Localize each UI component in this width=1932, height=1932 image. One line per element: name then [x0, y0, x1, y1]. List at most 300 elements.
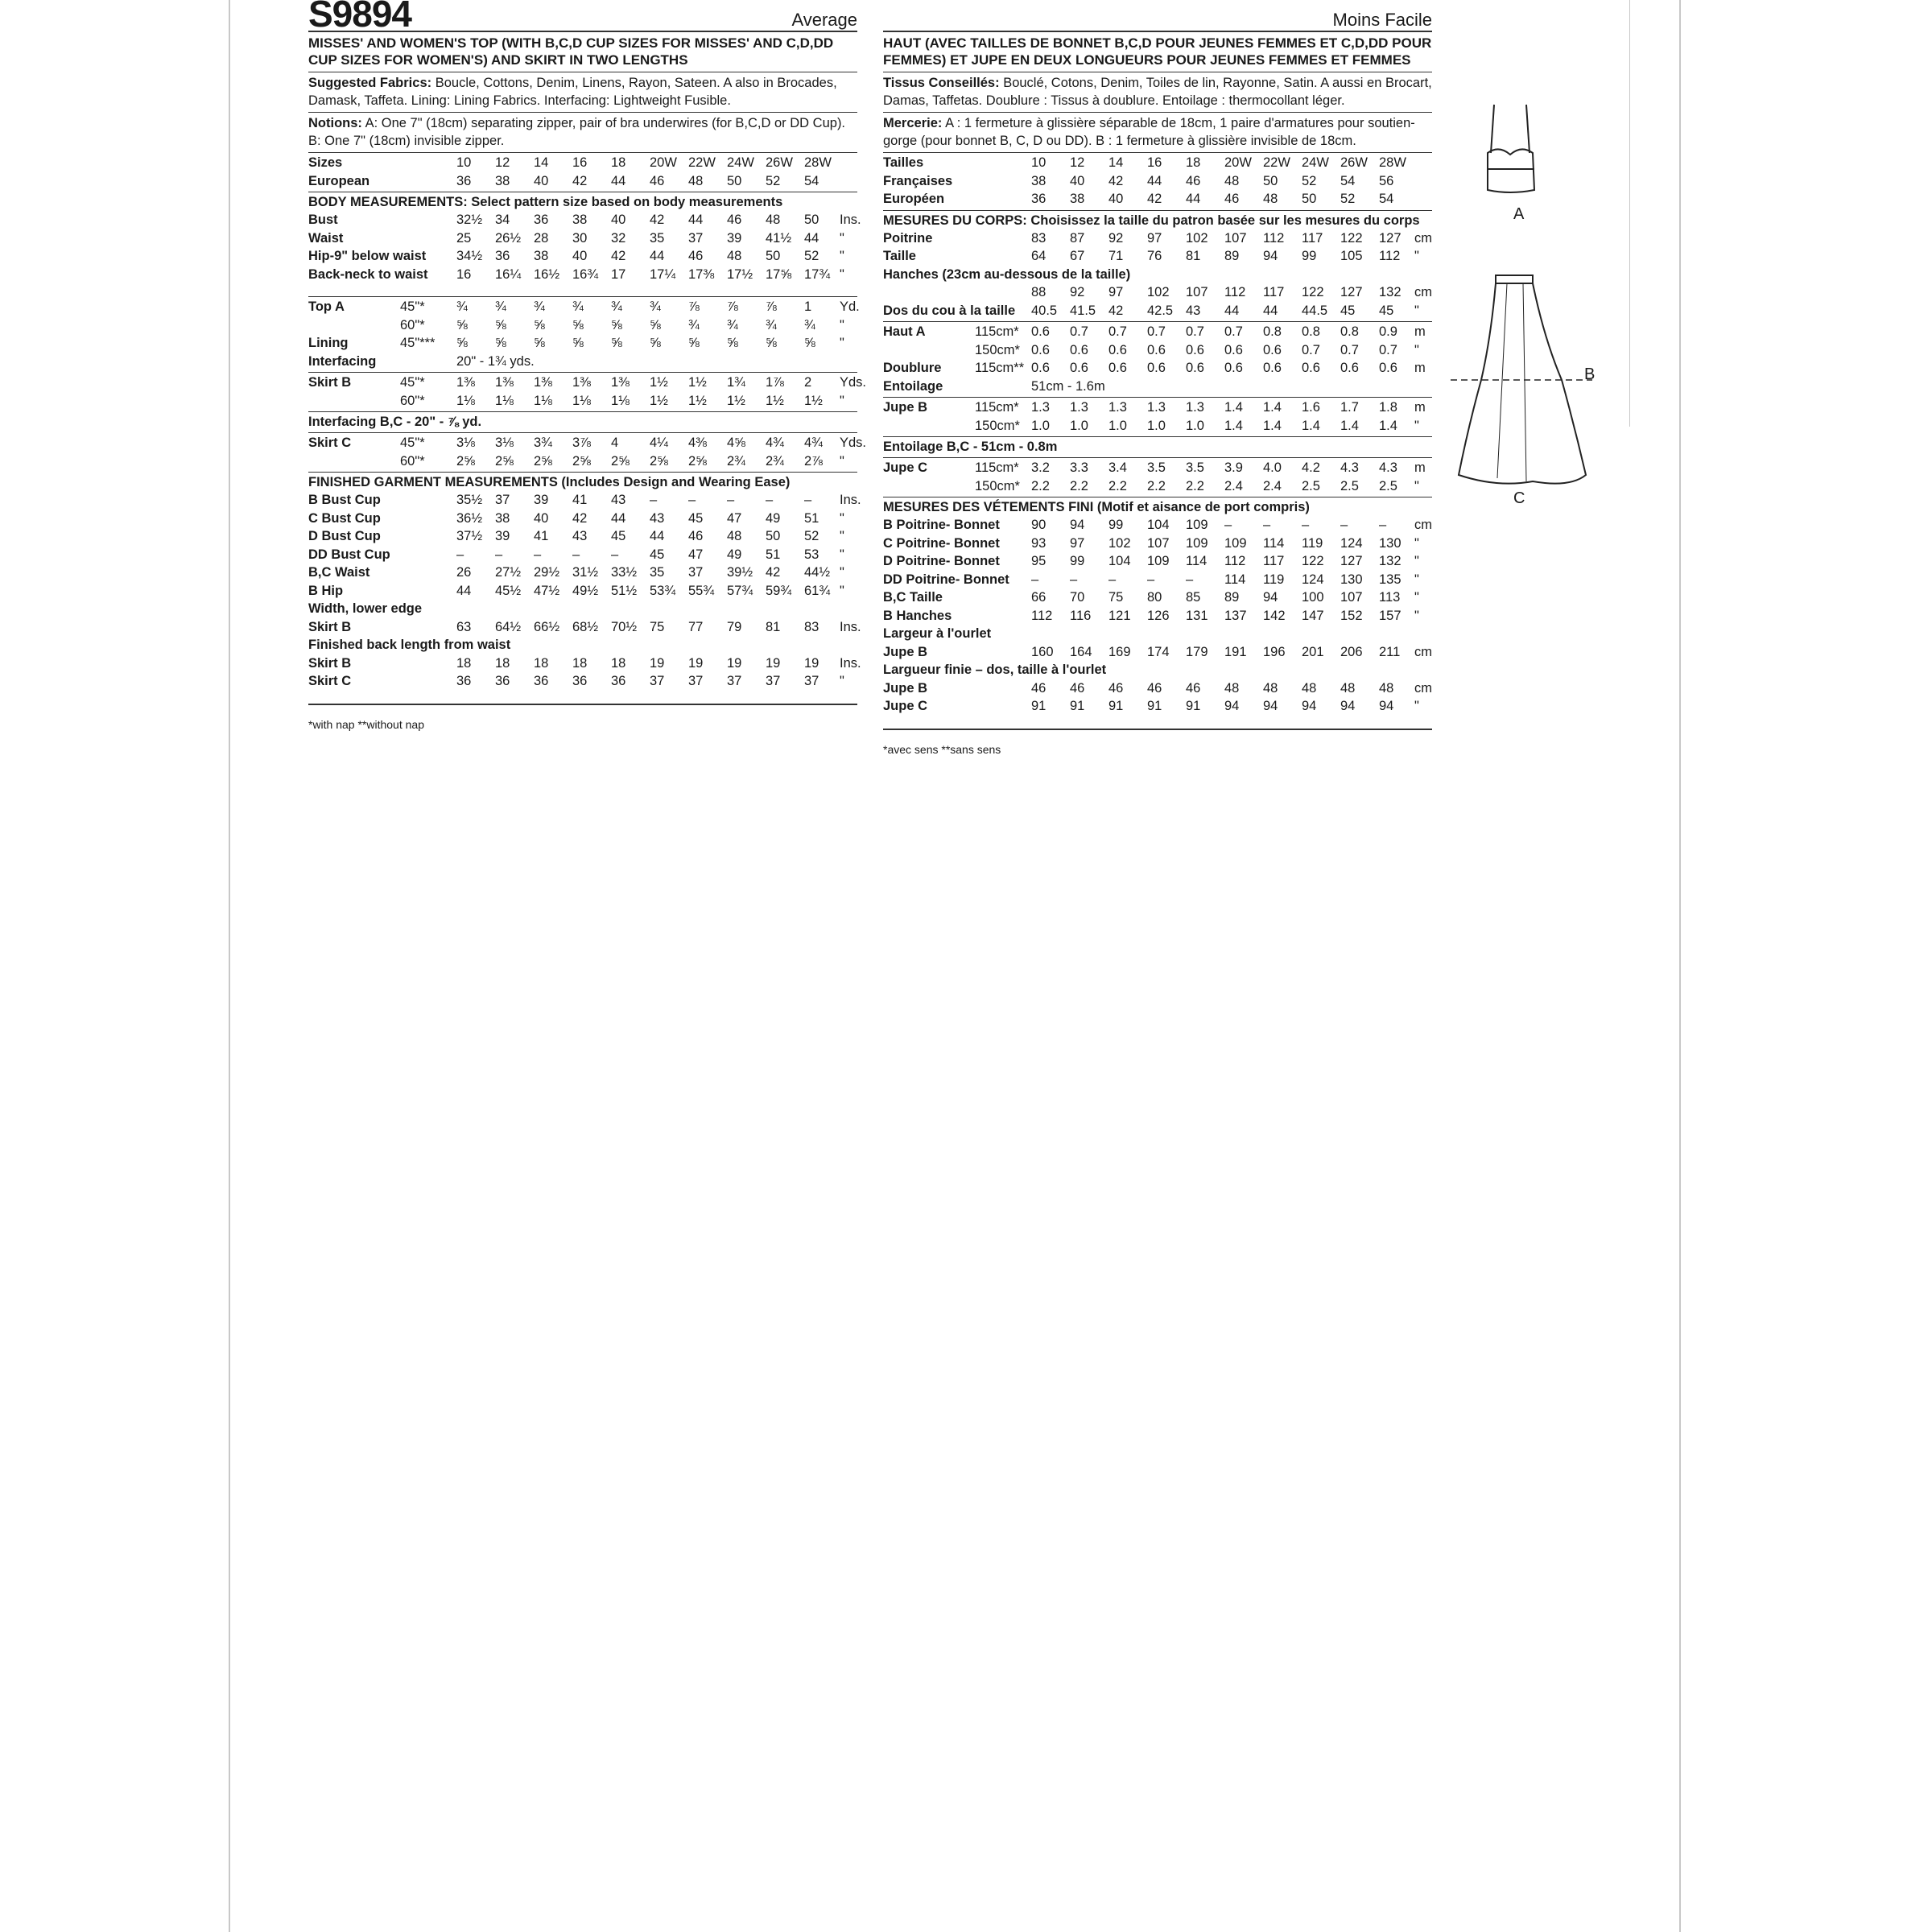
table-cell: 0.7	[1224, 324, 1243, 339]
table-cell: 43	[572, 529, 588, 543]
table-cell: 116	[1070, 608, 1092, 623]
table-cell: 0.6	[1108, 342, 1127, 357]
table-cell: "	[840, 317, 844, 332]
table-cell: 54	[804, 173, 819, 188]
table-cell	[400, 510, 456, 528]
table-cell: 46	[1108, 680, 1124, 696]
table-cell: –	[804, 493, 812, 507]
table-cell: 64	[1031, 249, 1046, 263]
table-cell: 18	[456, 655, 472, 671]
table-cell: 4.0	[1263, 460, 1282, 475]
table-row	[883, 571, 1463, 589]
table-cell: 2	[804, 375, 812, 390]
table-cell: 41	[534, 529, 549, 543]
table-cell: –	[611, 547, 619, 562]
row-value	[456, 636, 888, 654]
table-cell: 0.6	[1070, 361, 1088, 375]
table-cell: 31½	[572, 565, 599, 580]
table-cell: Yd.	[840, 299, 860, 314]
table-cell: 12	[495, 155, 510, 170]
table-cell: 24W	[1302, 155, 1329, 170]
table-row	[308, 452, 888, 471]
table-row	[308, 654, 888, 673]
row-label: Back-neck to waist	[308, 266, 428, 282]
table-cell: 40	[611, 213, 626, 227]
table-row	[308, 247, 888, 266]
table-cell	[400, 582, 456, 601]
table-cell: 46	[688, 249, 704, 263]
table-cell: 36	[456, 173, 472, 188]
table-cell: 1.0	[1186, 418, 1204, 433]
table-cell: 44.5	[1302, 303, 1328, 318]
row-label	[308, 392, 400, 411]
table-cell: 91	[1147, 699, 1162, 713]
finished-measurements	[308, 473, 861, 705]
table-cell: "	[1414, 478, 1419, 493]
table-cell: 18	[611, 155, 626, 170]
table-cell: 45	[1340, 303, 1356, 318]
table-cell: 0.6	[1147, 342, 1166, 357]
table-cell: 2.2	[1070, 478, 1088, 493]
table-cell: 16¼	[495, 266, 522, 282]
table-cell: 2⅝	[456, 453, 475, 469]
interfacing-bc-fr	[883, 437, 1432, 458]
table-cell: 46	[727, 213, 742, 227]
table-cell: 3.2	[1031, 460, 1050, 475]
table-cell: 94	[1263, 249, 1278, 263]
table-cell: 127	[1340, 285, 1363, 299]
table-cell: 19	[650, 655, 665, 671]
table-cell: 17¾	[804, 266, 831, 282]
table-cell: 85	[1186, 590, 1201, 605]
row-label: DD Poitrine- Bonnet	[883, 572, 1009, 587]
table-cell: 107	[1186, 285, 1208, 299]
table-cell: 53¾	[650, 583, 676, 598]
right-margin-line	[1679, 0, 1681, 1932]
table-cell: 1.4	[1340, 418, 1359, 433]
table-cell: 0.6	[1186, 361, 1204, 375]
yardage-skirt-b-table-fr	[883, 398, 1463, 435]
table-cell: cm	[1414, 518, 1432, 532]
table-cell: 81	[1186, 249, 1201, 263]
table-cell: "	[840, 453, 844, 469]
table-cell: 44	[1147, 173, 1162, 188]
table-cell: 49½	[572, 583, 599, 598]
table-cell: 57¾	[727, 583, 753, 598]
table-row	[883, 552, 1463, 571]
table-row	[883, 172, 1463, 191]
table-cell: 0.6	[1031, 324, 1050, 339]
table-cell: 95	[1031, 554, 1046, 568]
top-a-drawing	[1488, 105, 1534, 192]
table-cell: 38	[1031, 173, 1046, 188]
row-label: B Hip	[308, 583, 344, 598]
table-cell: 24W	[727, 155, 754, 170]
table-row	[308, 392, 888, 411]
table-cell: ⅝	[766, 336, 777, 350]
table-cell: 117	[1302, 230, 1323, 246]
table-cell: 107	[1147, 535, 1170, 551]
yardage-top-fr	[883, 322, 1432, 398]
table-cell: 45	[650, 547, 665, 562]
table-cell: ⅝	[495, 336, 506, 350]
pattern-title: MISSES' AND WOMEN'S TOP (WITH B,C,D CUP SIZES FOR MISSES' AND C,D,DD CUP SIZES FOR WOMEN'S) AND SKIRT IN TWO LENGTHS	[308, 32, 857, 72]
table-cell	[400, 229, 456, 248]
table-cell: 22W	[1263, 155, 1290, 170]
table-cell: 0.9	[1379, 324, 1397, 339]
row-label	[308, 452, 400, 471]
table-cell: 97	[1108, 285, 1124, 299]
row-label: Largueur finie – dos, taille à l'ourlet	[883, 663, 1107, 677]
difficulty-level-fr: Moins Facile	[1332, 10, 1432, 30]
table-cell: 1½	[804, 393, 823, 408]
row-label	[883, 283, 975, 302]
table-cell: 67	[1070, 249, 1085, 263]
table-cell: 49	[766, 510, 781, 526]
table-cell: 39	[727, 230, 742, 246]
table-cell: 37	[650, 674, 665, 688]
table-cell: ¾	[495, 299, 506, 314]
pattern-code: S9894	[308, 0, 412, 35]
table-cell: 2⅝	[495, 453, 514, 469]
table-cell: 42	[572, 173, 588, 188]
table-cell: 75	[650, 619, 665, 634]
table-cell: 2⅞	[804, 453, 823, 469]
table-cell: –	[650, 493, 658, 507]
table-cell: 35	[650, 230, 665, 246]
table-cell: 44	[1263, 303, 1278, 318]
table-cell: 77	[688, 619, 704, 634]
table-row	[308, 172, 888, 191]
table-cell: "	[840, 230, 844, 246]
sizes-table	[308, 153, 857, 192]
table-cell: 150cm*	[975, 342, 1020, 357]
table-cell: 2.2	[1031, 478, 1050, 493]
table-cell: 50	[766, 249, 781, 263]
table-cell: ¾	[611, 299, 622, 314]
table-cell: ⅝	[804, 336, 815, 350]
table-cell: 35½	[456, 493, 483, 507]
table-row	[308, 316, 888, 335]
table-cell: 50	[804, 213, 819, 227]
table-cell: 92	[1070, 285, 1085, 299]
table-cell: 102	[1147, 285, 1170, 299]
table-cell: 1.3	[1147, 400, 1166, 415]
yardage-top	[308, 297, 860, 373]
table-row	[883, 323, 1463, 341]
table-cell: 33½	[611, 565, 638, 580]
table-cell: "	[1414, 418, 1419, 433]
table-cell: 17¼	[650, 266, 676, 282]
table-row	[308, 510, 888, 528]
table-cell: 126	[1147, 608, 1170, 623]
table-cell: ⅝	[572, 317, 584, 332]
table-cell: 52	[804, 529, 819, 543]
table-cell: 48	[766, 213, 781, 227]
table-cell: –	[1263, 518, 1271, 532]
table-cell: ¾	[688, 317, 700, 332]
table-cell: 37	[688, 565, 704, 580]
table-cell: ⅝	[456, 336, 468, 350]
row-label: Largeur à l'ourlet	[883, 626, 992, 641]
table-cell: 1½	[688, 393, 707, 408]
table-cell: 45	[611, 529, 626, 543]
table-cell: 1.0	[1108, 418, 1127, 433]
table-row	[883, 697, 1463, 716]
table-cell: "	[840, 266, 844, 282]
table-cell: 10	[1031, 155, 1046, 170]
table-cell: 16¾	[572, 266, 599, 282]
table-cell: 45½	[495, 583, 522, 598]
table-cell: 45"*	[400, 436, 425, 450]
table-row	[883, 679, 1463, 698]
table-cell: 19	[766, 655, 781, 671]
table-cell: Ins.	[840, 655, 861, 671]
table-cell: ¾	[456, 299, 468, 314]
table-cell: 1⅜	[456, 375, 475, 390]
table-cell: 0.6	[1031, 342, 1050, 357]
table-cell: 40	[534, 173, 549, 188]
table-cell: 107	[1340, 590, 1363, 605]
table-cell: 76	[1147, 249, 1162, 263]
table-cell: 113	[1379, 590, 1401, 605]
table-cell: 135	[1379, 572, 1402, 587]
table-cell: 89	[1224, 590, 1240, 605]
table-cell: 1.7	[1340, 400, 1359, 415]
table-cell: 157	[1379, 608, 1402, 623]
table-cell: 39½	[727, 565, 753, 580]
row-label: Sizes	[308, 155, 343, 170]
table-cell: 47	[727, 510, 742, 526]
row-label: Finished back length from waist	[308, 638, 511, 652]
table-cell: 0.7	[1070, 324, 1088, 339]
table-row	[883, 535, 1463, 553]
table-cell: 3.3	[1070, 460, 1088, 475]
table-row	[308, 266, 888, 284]
table-cell: 89	[1224, 249, 1240, 263]
table-row	[883, 477, 1463, 496]
table-cell: 41	[572, 493, 588, 507]
label-b: B	[1584, 365, 1596, 383]
table-cell: 52	[766, 173, 781, 188]
table-cell: 42	[1108, 303, 1124, 318]
table-cell: ¾	[650, 299, 661, 314]
table-cell: 68½	[572, 619, 599, 634]
table-cell: 70	[1070, 590, 1085, 605]
table-cell: 2⅝	[534, 453, 552, 469]
table-cell: 36	[572, 674, 588, 688]
table-cell: 60"*	[400, 317, 425, 332]
table-cell: 196	[1263, 644, 1286, 659]
table-cell: 46	[650, 173, 665, 188]
table-cell: 1½	[766, 393, 784, 408]
row-label: Top A	[308, 299, 345, 314]
table-cell: 114	[1263, 535, 1285, 551]
table-cell: 3¾	[534, 436, 552, 450]
table-cell: 3.9	[1224, 460, 1243, 475]
table-cell: 48	[1263, 680, 1278, 696]
table-cell: 115cm**	[975, 361, 1025, 375]
table-cell: 1⅜	[572, 375, 591, 390]
table-cell: 1⅛	[495, 393, 514, 408]
table-cell: 48	[1379, 680, 1394, 696]
table-cell: "	[840, 583, 844, 598]
sizes-table-grid-fr	[883, 154, 1463, 208]
table-cell: ¾	[804, 317, 815, 332]
row-label: Poitrine	[883, 230, 933, 246]
table-cell: cm	[1414, 285, 1432, 299]
table-cell: 56	[1379, 173, 1394, 188]
table-cell: 1.4	[1224, 400, 1243, 415]
table-cell: 20W	[650, 155, 677, 170]
table-cell: 1.0	[1147, 418, 1166, 433]
table-cell: 83	[804, 619, 819, 634]
table-cell: 150cm*	[975, 418, 1020, 433]
table-cell	[975, 247, 1031, 266]
table-cell: Ins.	[840, 619, 861, 634]
table-row	[883, 266, 1463, 284]
table-cell: 115cm*	[975, 460, 1019, 475]
table-row	[308, 434, 888, 452]
table-cell: 42	[572, 510, 588, 526]
table-row	[883, 378, 1463, 396]
table-cell: 52	[1302, 173, 1317, 188]
table-cell: –	[534, 547, 542, 562]
table-cell: 2¾	[727, 453, 745, 469]
table-cell: 2⅝	[688, 453, 707, 469]
table-cell: 36	[456, 674, 472, 688]
table-cell: ⅝	[650, 317, 661, 332]
table-cell: 137	[1224, 608, 1247, 623]
table-row	[883, 643, 1463, 662]
table-cell: 1.6	[1302, 400, 1320, 415]
table-cell	[400, 491, 456, 510]
table-cell: 53	[804, 547, 819, 562]
table-cell: 43	[611, 493, 626, 507]
table-cell: 112	[1263, 230, 1285, 246]
table-cell: 112	[1031, 608, 1053, 623]
table-cell: 43	[1186, 303, 1201, 318]
table-cell: 99	[1108, 518, 1124, 532]
table-cell: 55¾	[688, 583, 715, 598]
table-cell: –	[1302, 518, 1310, 532]
table-cell: m	[1414, 460, 1426, 475]
row-label	[883, 417, 975, 436]
table-row	[308, 527, 888, 546]
table-cell: 32	[611, 230, 626, 246]
table-cell: 70½	[611, 619, 638, 634]
table-cell: 1.0	[1070, 418, 1088, 433]
body-measurements-table	[308, 211, 888, 283]
table-cell: 97	[1147, 230, 1162, 246]
table-cell: 26½	[495, 230, 522, 246]
row-label: Jupe C	[883, 699, 928, 713]
table-cell: 124	[1302, 572, 1324, 587]
table-cell: –	[495, 547, 503, 562]
table-cell: m	[1414, 324, 1426, 339]
table-cell: 1⅜	[495, 375, 514, 390]
table-cell: 16	[456, 266, 472, 282]
table-cell: 37	[727, 674, 742, 688]
table-cell: 122	[1340, 230, 1363, 246]
table-cell: 4⅝	[727, 436, 745, 450]
left-margin-line	[229, 0, 230, 1932]
table-cell: 41.5	[1070, 303, 1096, 318]
table-cell: 4¾	[766, 436, 784, 450]
table-cell: 112	[1379, 249, 1401, 263]
row-label: Skirt C	[308, 674, 352, 688]
fabrics-paragraph-fr	[883, 72, 1432, 113]
fabrics-label: Suggested Fabrics:	[308, 76, 432, 90]
table-cell: 44	[456, 583, 472, 598]
table-cell: 3.4	[1108, 460, 1127, 475]
table-cell: 1.3	[1108, 400, 1127, 415]
table-cell: 36	[1031, 192, 1046, 206]
table-cell: 80	[1147, 590, 1162, 605]
table-cell: 32½	[456, 213, 483, 227]
row-label: Skirt B	[308, 655, 352, 671]
table-row	[883, 247, 1463, 266]
row-label: Skirt B	[308, 619, 352, 634]
row-label: Lining	[308, 336, 349, 350]
yardage-skirt-b-table	[308, 374, 888, 410]
table-cell: 40	[1070, 173, 1085, 188]
table-cell: 124	[1340, 535, 1363, 551]
table-cell: 17⅝	[766, 266, 792, 282]
table-cell: 211	[1379, 644, 1401, 659]
table-cell: 25	[456, 230, 472, 246]
table-cell: 42	[611, 249, 626, 263]
table-cell: 36	[495, 674, 510, 688]
table-cell: 44	[1186, 192, 1201, 206]
table-cell: 61¾	[804, 583, 831, 598]
table-cell: 1.4	[1379, 418, 1397, 433]
table-cell: 4¼	[650, 436, 668, 450]
table-cell: 1½	[650, 393, 668, 408]
table-cell: 60"*	[400, 393, 425, 408]
finished-measurements-title-fr: MESURES DES VÉTEMENTS FINI (Motif et aisance de port compris)	[883, 500, 1310, 514]
table-cell: 2.2	[1186, 478, 1204, 493]
table-cell: 152	[1340, 608, 1363, 623]
table-cell: 114	[1186, 554, 1208, 568]
table-cell: 42	[1147, 192, 1162, 206]
table-cell: m	[1414, 400, 1426, 415]
table-cell: 1.3	[1031, 400, 1050, 415]
table-cell: 3⅛	[495, 436, 514, 450]
table-cell: 94	[1302, 699, 1317, 713]
table-cell: 41½	[766, 230, 792, 246]
row-label: Tailles	[883, 155, 924, 170]
table-row	[883, 588, 1463, 607]
table-cell: –	[688, 493, 696, 507]
row-label: B Bust Cup	[308, 493, 381, 507]
table-cell: 0.6	[1302, 361, 1320, 375]
label-c: C	[1513, 489, 1525, 507]
table-row	[883, 398, 1463, 417]
table-row	[883, 154, 1463, 172]
row-label: Dos du cou à la taille	[883, 303, 1016, 318]
table-cell: 16½	[534, 266, 560, 282]
table-row	[883, 625, 1463, 643]
table-row	[883, 190, 1463, 208]
table-cell: "	[1414, 554, 1419, 568]
table-cell: 132	[1379, 554, 1402, 568]
table-cell: –	[727, 493, 735, 507]
body-measurements-fr	[883, 211, 1432, 323]
table-row	[308, 600, 888, 618]
table-cell: ⅝	[495, 317, 506, 332]
table-cell: 37	[766, 674, 781, 688]
